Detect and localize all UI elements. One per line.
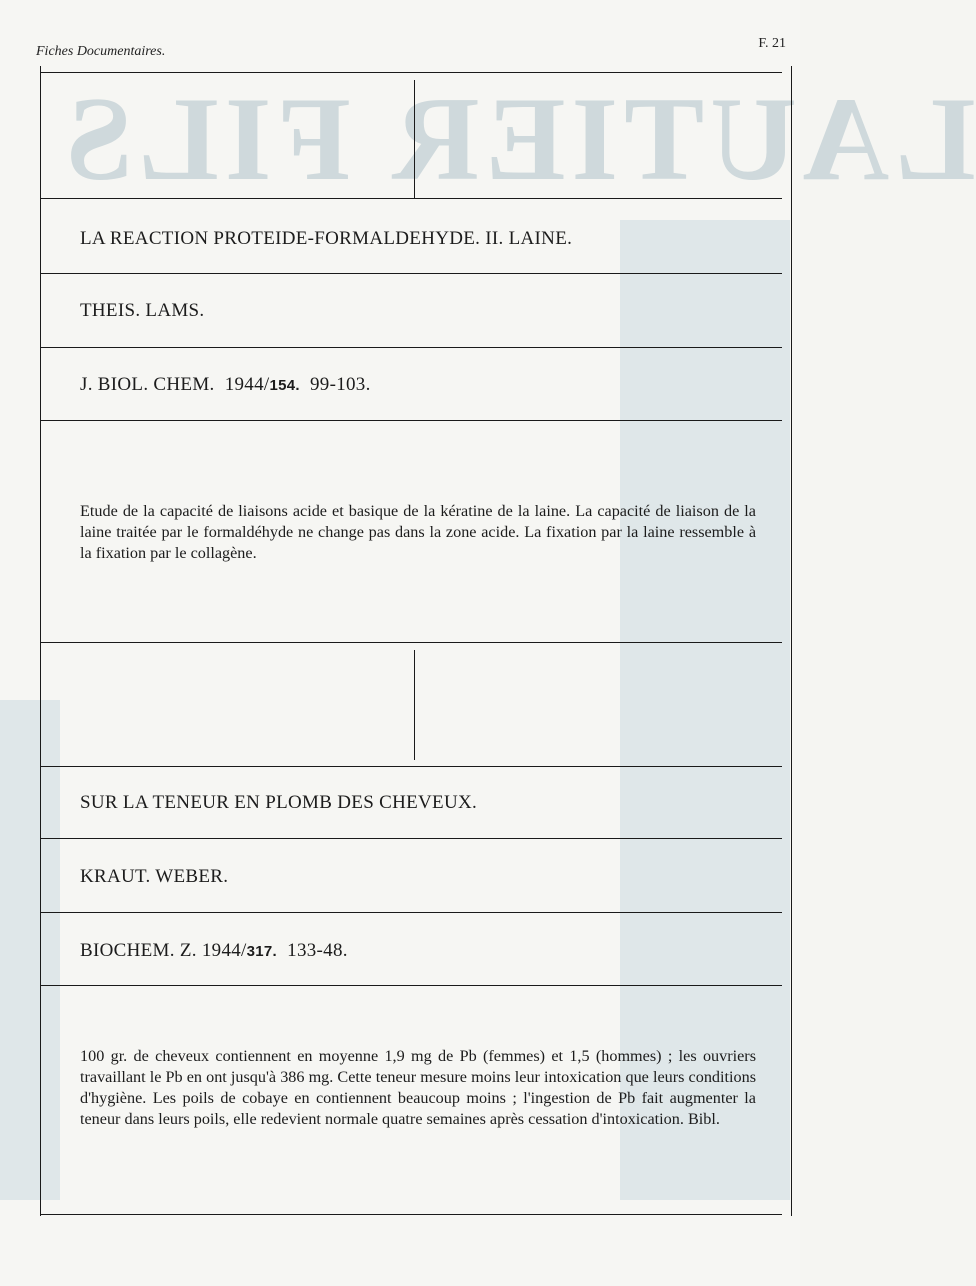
rule-vertical (414, 80, 415, 198)
rule-vertical (414, 650, 415, 760)
rule (40, 420, 782, 421)
article-authors: KRAUT. WEBER. (80, 866, 229, 887)
volume: 317. (246, 943, 278, 960)
rule (40, 766, 782, 767)
pages: 133-48. (287, 940, 348, 961)
journal: BIOCHEM. Z. (80, 940, 197, 961)
bleed-through-image: LAUTIER FILS (60, 72, 976, 205)
rule (40, 198, 782, 199)
rule (40, 72, 782, 73)
article-title: LA REACTION PROTEIDE-FORMALDEHYDE. II. LAINE. (80, 228, 573, 249)
card-number: F. 21 (758, 36, 786, 51)
article-authors: THEIS. LAMS. (80, 300, 205, 321)
rule (40, 985, 782, 986)
article-title: SUR LA TENEUR EN PLOMB DES CHEVEUX. (80, 792, 478, 813)
rule (40, 273, 782, 274)
rule (40, 1214, 782, 1215)
article-reference (80, 940, 348, 962)
rule (40, 912, 782, 913)
year: 1944/ (224, 374, 270, 395)
volume: 154. (269, 377, 300, 394)
abstract: Etude de la capacité de liaisons acide et basique de la kératine de la laine. La capacité de liaison de la laine traitée par le formaldéhyde ne change pas dans la zone acide. La fixation par la laine ressemble à la fixation par le collagène. (80, 502, 756, 562)
journal: J. BIOL. CHEM. (80, 374, 215, 395)
series-title: Fiches Documentaires. (36, 44, 166, 59)
rule (40, 642, 782, 643)
pages: 99-103. (309, 374, 371, 395)
year: 1944/ (201, 940, 247, 961)
rule (40, 838, 782, 839)
article-reference (80, 374, 371, 396)
abstract: 100 gr. de cheveux contiennent en moyenne 1,9 mg de Pb (femmes) et 1,5 (hommes) ; les ouvriers travaillant le Pb en ont jusqu'à 386 mg. Cette teneur mesure moins leur intoxication que leurs conditions d'hygiène. Les poils de cobaye en contiennent beaucoup moins ; l'ingestion de Pb fait augmenter la teneur dans leurs poils, elle redevient normale quatre semaines après cessation d'intoxication. Bibl. (80, 1047, 756, 1128)
rule (40, 347, 782, 348)
